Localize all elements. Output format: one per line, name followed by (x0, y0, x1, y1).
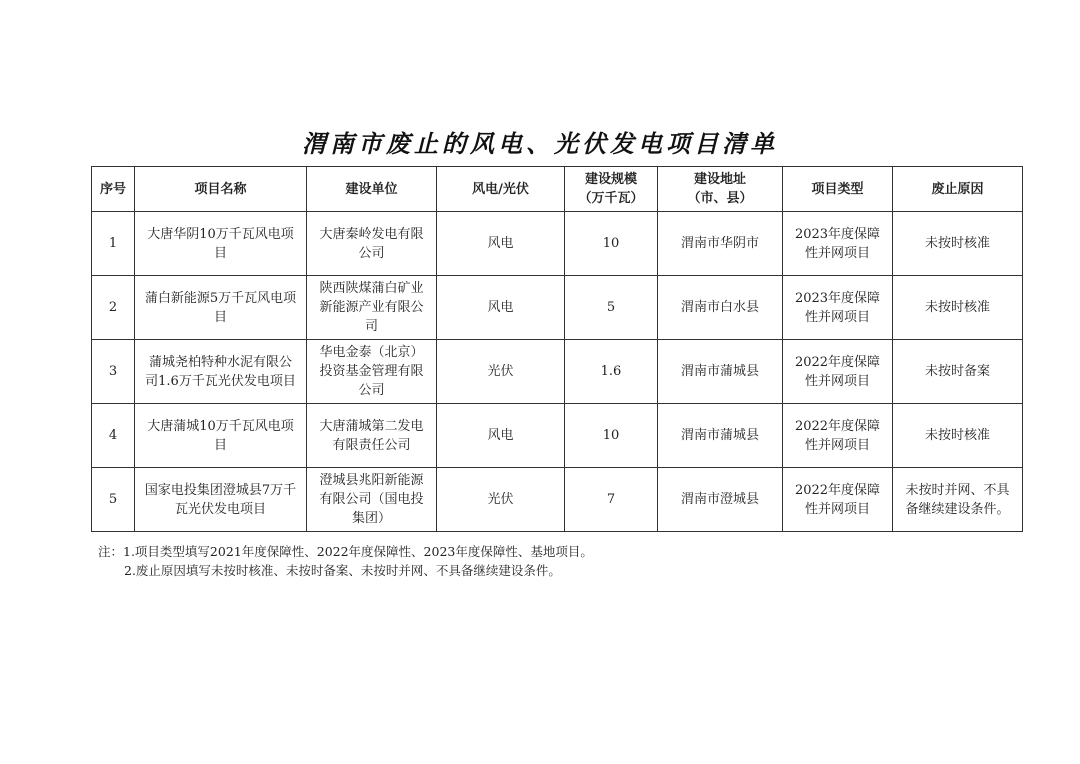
project-name: 蒲城尧柏特种水泥有限公司1.6万千瓦光伏发电项目 (135, 340, 307, 404)
construction-unit: 陕西陕煤蒲白矿业新能源产业有限公司 (307, 276, 437, 340)
energy-type: 光伏 (437, 468, 565, 532)
project-category: 2022年度保障性并网项目 (783, 468, 893, 532)
table-notes (98, 542, 593, 580)
construction-scale: 10 (565, 212, 658, 276)
header-cell: 项目类型 (783, 167, 893, 212)
project-name: 国家电投集团澄城县7万千瓦光伏发电项目 (135, 468, 307, 532)
construction-scale: 5 (565, 276, 658, 340)
project-name: 蒲白新能源5万千瓦风电项目 (135, 276, 307, 340)
header-cell: 建设单位 (307, 167, 437, 212)
note-2: 2.废止原因填写未按时核准、未按时备案、未按时并网、不具备继续建设条件。 (124, 563, 561, 578)
construction-address: 渭南市蒲城县 (658, 340, 783, 404)
construction-address: 渭南市白水县 (658, 276, 783, 340)
project-name: 大唐蒲城10万千瓦风电项目 (135, 404, 307, 468)
abolish-reason: 未按时并网、不具备继续建设条件。 (893, 468, 1023, 532)
construction-unit: 大唐蒲城第二发电有限责任公司 (307, 404, 437, 468)
construction-unit: 澄城县兆阳新能源有限公司（国电投集团） (307, 468, 437, 532)
table-row (92, 468, 1023, 532)
abolish-reason: 未按时核准 (893, 276, 1023, 340)
row-number: 3 (92, 340, 135, 404)
construction-scale: 10 (565, 404, 658, 468)
header-cell: 建设规模 （万千瓦） (565, 167, 658, 212)
construction-unit: 华电金泰（北京）投资基金管理有限公司 (307, 340, 437, 404)
energy-type: 风电 (437, 276, 565, 340)
abolish-reason: 未按时核准 (893, 212, 1023, 276)
header-cell: 风电/光伏 (437, 167, 565, 212)
energy-type: 光伏 (437, 340, 565, 404)
table-row (92, 340, 1023, 404)
row-number: 5 (92, 468, 135, 532)
project-table (91, 166, 1023, 532)
row-number: 1 (92, 212, 135, 276)
header-cell: 项目名称 (135, 167, 307, 212)
header-cell: 序号 (92, 167, 135, 212)
row-number: 2 (92, 276, 135, 340)
project-category: 2022年度保障性并网项目 (783, 404, 893, 468)
project-category: 2023年度保障性并网项目 (783, 276, 893, 340)
table-header-row (92, 167, 1023, 212)
construction-address: 渭南市华阴市 (658, 212, 783, 276)
header-cell: 建设地址 （市、县） (658, 167, 783, 212)
abolish-reason: 未按时备案 (893, 340, 1023, 404)
table-row (92, 404, 1023, 468)
row-number: 4 (92, 404, 135, 468)
construction-scale: 1.6 (565, 340, 658, 404)
document-title: 渭南市废止的风电、光伏发电项目清单 (302, 129, 778, 158)
construction-unit: 大唐秦岭发电有限公司 (307, 212, 437, 276)
construction-address: 渭南市蒲城县 (658, 404, 783, 468)
project-name: 大唐华阴10万千瓦风电项目 (135, 212, 307, 276)
table-row (92, 276, 1023, 340)
abolish-reason: 未按时核准 (893, 404, 1023, 468)
energy-type: 风电 (437, 404, 565, 468)
energy-type: 风电 (437, 212, 565, 276)
table-row (92, 212, 1023, 276)
construction-scale: 7 (565, 468, 658, 532)
project-category: 2023年度保障性并网项目 (783, 212, 893, 276)
note-1: 注：1.项目类型填写2021年度保障性、2022年度保障性、2023年度保障性、基地项目。 (98, 544, 593, 559)
project-category: 2022年度保障性并网项目 (783, 340, 893, 404)
header-cell: 废止原因 (893, 167, 1023, 212)
construction-address: 渭南市澄城县 (658, 468, 783, 532)
